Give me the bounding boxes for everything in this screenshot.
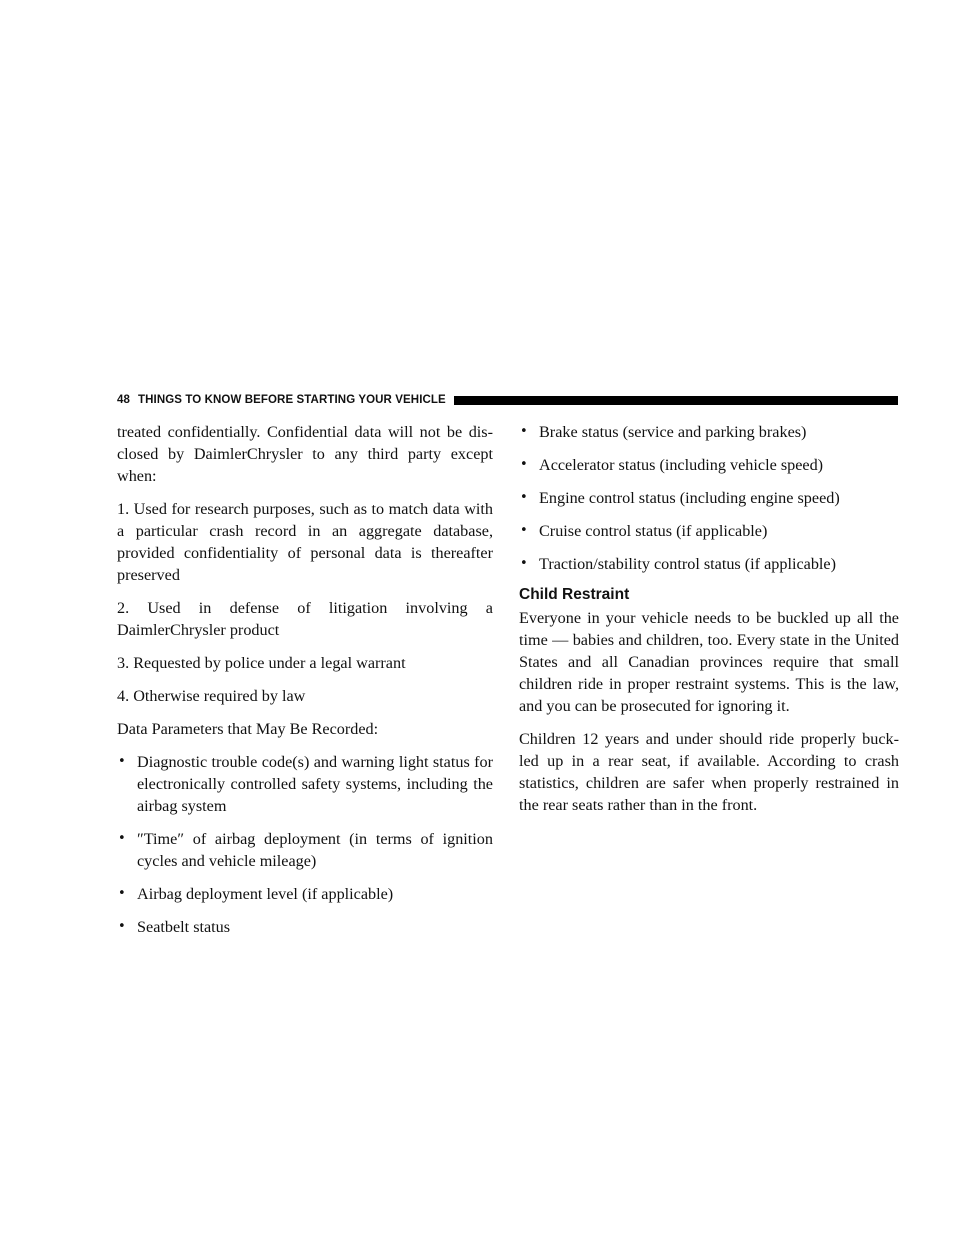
list-item (519, 520, 899, 542)
list-item (519, 454, 899, 476)
bullet-icon: • (118, 886, 126, 901)
bullet-text: Cruise control status (if applicable) (539, 522, 768, 540)
bullet-icon: • (520, 556, 528, 571)
intro-paragraph: treated confidentially. Confidential data will not be dis- closed by DaimlerChrysler to any third party except when: (117, 423, 493, 485)
chapter-title: THINGS TO KNOW BEFORE STARTING YOUR VEHICLE (138, 394, 446, 406)
bullet-text: Accelerator status (including vehicle speed) (539, 456, 824, 474)
bullet-icon: • (118, 754, 126, 769)
bullet-text: Traction/stability control status (if applicable) (539, 555, 837, 573)
bullet-icon: • (118, 919, 126, 934)
bullet-text: Airbag deployment level (if applicable) (137, 885, 394, 903)
bullet-icon: • (520, 457, 528, 472)
bullet-text: Brake status (service and parking brakes) (539, 423, 807, 441)
child-restraint-paragraph-1: Everyone in your vehicle needs to be buckled up all the time — babies and children, too. Every state in the United States and all Canadian provinces require that small children ride in proper restraint systems. This is the law, and you can be prosecuted for ignoring it. (519, 609, 899, 715)
left-bullet-list (117, 751, 493, 938)
left-column (117, 421, 493, 949)
bullet-icon: • (520, 424, 528, 439)
bullet-text: ″Time″ of airbag deployment (in terms of ignition cycles and vehicle mileage) (137, 830, 493, 870)
bullet-text: Engine control status (including engine speed) (539, 489, 840, 507)
running-header (117, 391, 898, 409)
right-bullet-list (519, 421, 899, 575)
page-number: 48 (117, 394, 130, 406)
list-item (519, 421, 899, 443)
numbered-item-3: 3. Requested by police under a legal warrant (117, 654, 406, 672)
list-item (519, 487, 899, 509)
numbered-item-1: 1. Used for research purposes, such as to match data with a particular crash record in an aggregate database, provided confidentiality of personal data is thereafter preserved (117, 500, 493, 584)
bullet-icon: • (118, 831, 126, 846)
numbered-item-4: 4. Otherwise required by law (117, 687, 306, 705)
bullet-icon: • (520, 523, 528, 538)
bullet-text: Seatbelt status (137, 918, 231, 936)
section-title: Child Restraint (519, 586, 630, 603)
list-item (117, 828, 493, 872)
bullet-text: Diagnostic trouble code(s) and warning light status for electronically controlled safety systems, including the airbag system (137, 753, 493, 815)
list-item (117, 883, 493, 905)
right-column (519, 421, 899, 827)
list-item (117, 916, 493, 938)
bullet-icon: • (520, 490, 528, 505)
header-rule (454, 396, 898, 405)
numbered-item-2: 2. Used in defense of litigation involving a DaimlerChrysler product (117, 599, 493, 639)
params-heading: Data Parameters that May Be Recorded: (117, 720, 379, 738)
list-item (117, 751, 493, 817)
list-item (519, 553, 899, 575)
child-restraint-paragraph-2: Children 12 years and under should ride properly buck- led up in a rear seat, if available. According to crash statistics, children are safer when properly restrained in the rear seats rather than in the front. (519, 730, 899, 814)
